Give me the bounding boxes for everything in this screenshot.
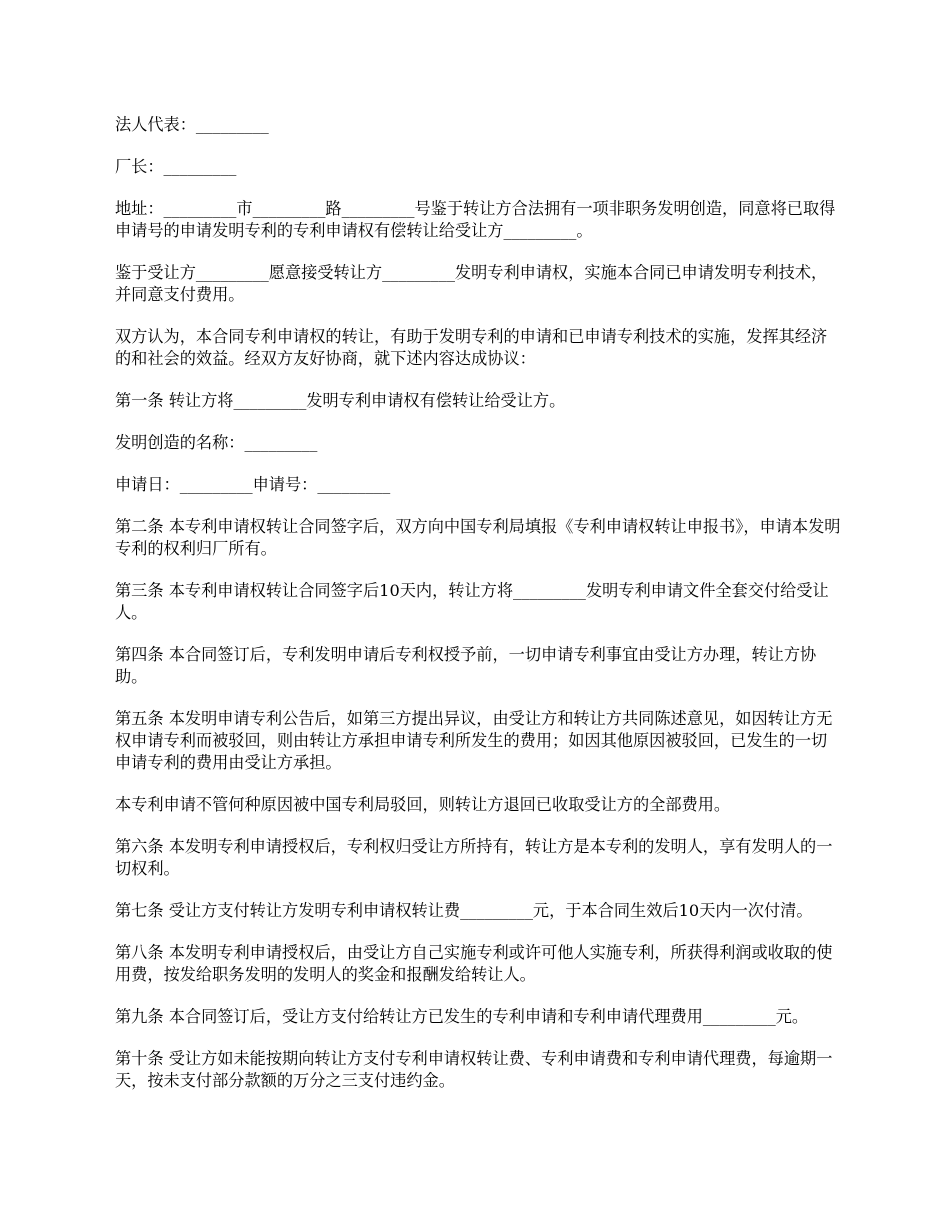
article-3: 第三条 本专利申请权转让合同签字后10天内，转让方将_________发明专利申请文件全套交付给受让人。 [115,581,829,622]
article-5: 第五条 本发明申请专利公告后，如第三方提出异议，由受让方和转让方共同陈述意见，如因转让方无权申请专利而被驳回，则由转让方承担申请专利所发生的费用；如因其他原因被驳回，已发生的一切申请专利的费用由受让方承担。 [115,709,833,772]
article-8: 第八条 本发明专利申请授权后，由受让方自己实施专利或许可他人实施专利，所获得利润或收取的使用费，按发给职务发明的发明人的奖金和报酬发给转让人。 [115,943,833,984]
agreement-intro-paragraph: 双方认为，本合同专利申请权的转让，有助于发明专利的申请和已申请专利技术的实施，发挥其经济的和社会的效益。经双方友好协商，就下述内容达成协议： [115,327,828,368]
factory-director-line: 厂长：_________ [115,157,237,176]
article-6: 第六条 本发明专利申请授权后，专利权归受让方所持有，转让方是本专利的发明人，享有发明人的一切权利。 [115,837,833,878]
document-body [115,114,843,1112]
legal-representative-line: 法人代表：_________ [115,115,269,134]
article-4: 第四条 本合同签订后，专利发明申请后专利权授予前，一切申请专利事宜由受让方办理，转让方协助。 [115,645,817,686]
article-1: 第一条 转让方将_________发明专利申请权有偿转让给受让方。 [115,391,566,410]
article-2: 第二条 本专利申请权转让合同签字后，双方向中国专利局填报《专利申请权转让申报书》，申请本发明专利的权利归厂所有。 [115,517,841,558]
invention-name-line: 发明创造的名称：_________ [115,433,318,452]
article-9: 第九条 本合同签订后，受让方支付给转让方已发生的专利申请和专利申请代理费用_________元。 [115,1007,809,1026]
application-date-number-line: 申请日：_________申请号：_________ [115,475,391,494]
address-paragraph: 地址：_________市_________路_________号鉴于转让方合法拥有一项非职务发明创造，同意将已取得申请号的申请发明专利的专利申请权有偿转让给受让方_________。 [115,199,836,240]
transferee-paragraph: 鉴于受让方_________愿意接受转让方_________发明专利申请权，实施本合同已申请发明专利技术，并同意支付费用。 [115,263,828,304]
article-10: 第十条 受让方如未能按期向转让方支付专利申请权转让费、专利申请费和专利申请代理费，每逾期一天，按未支付部分款额的万分之三支付违约金。 [115,1049,833,1090]
refund-paragraph: 本专利申请不管何种原因被中国专利局驳回，则转让方退回已收取受让方的全部费用。 [115,795,731,814]
article-7: 第七条 受让方支付转让方发明专利申请权转让费_________元，于本合同生效后10天内一次付清。 [115,901,813,920]
